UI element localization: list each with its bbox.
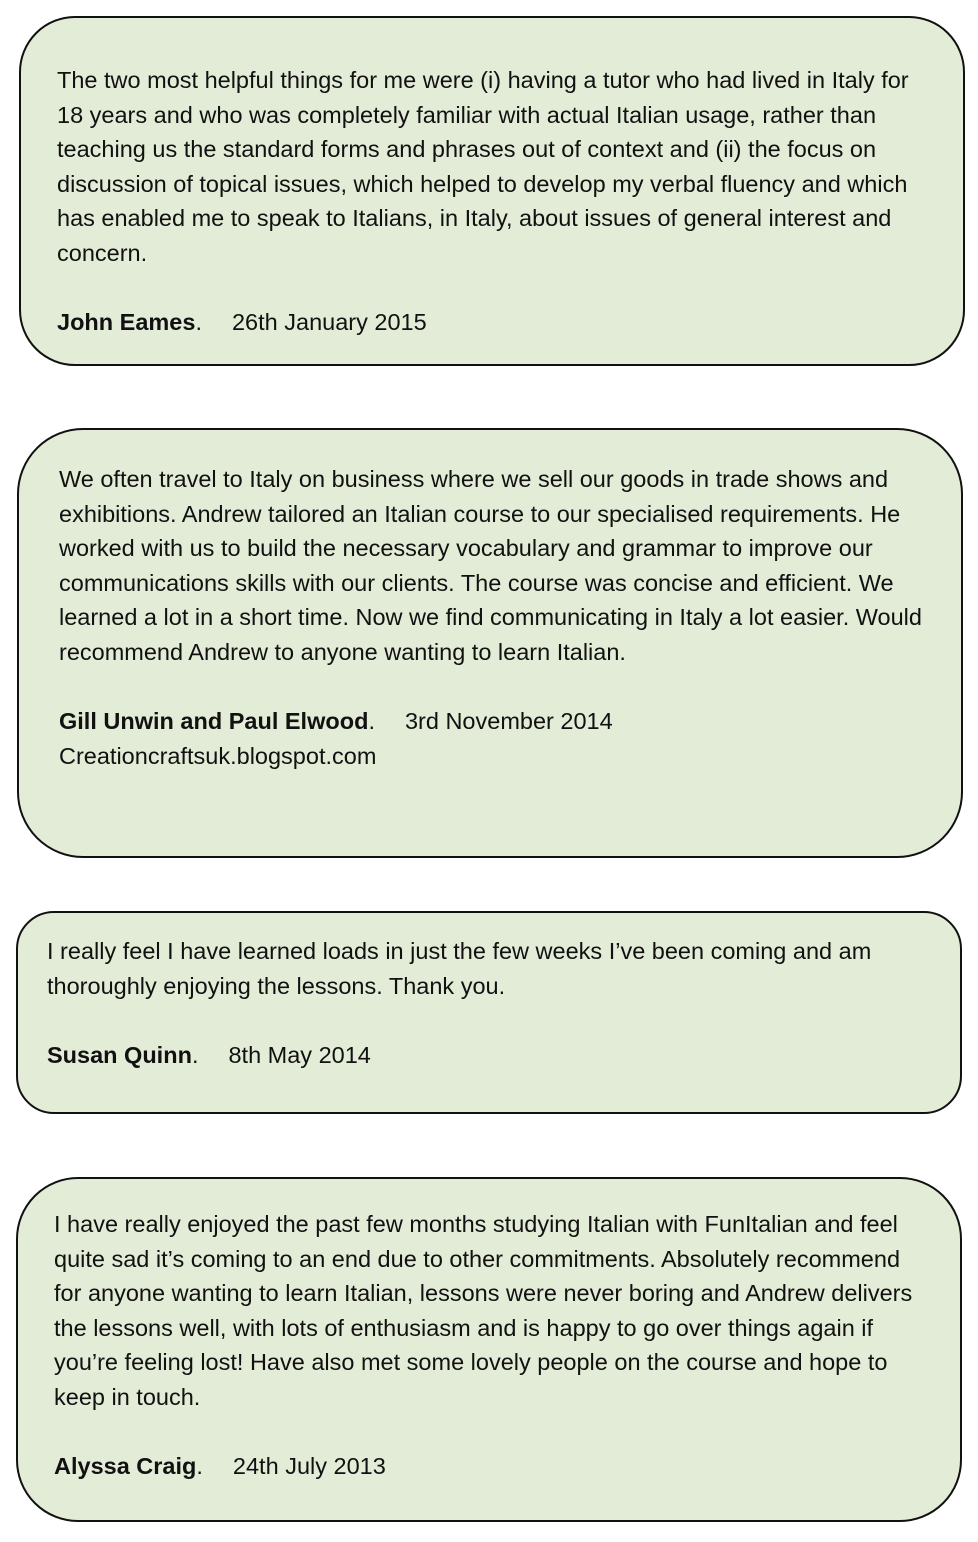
testimonial-card-gill-unwin-paul-elwood bbox=[17, 428, 963, 858]
testimonial-author: Gill Unwin and Paul Elwood bbox=[59, 708, 369, 735]
testimonial-author: John Eames bbox=[57, 309, 196, 336]
testimonial-date: 24th July 2013 bbox=[232, 1453, 386, 1480]
testimonial-text: I have really enjoyed the past few months studying Italian with FunItalian and feel quite sad it’s coming to an end due to other commitments. Absolutely recommend for anyone wanting to learn Italian, lessons were never boring and Andrew delivers the lessons well, with lots of enthusiasm and is happy to go over things again if you’re feeling lost! Have also met some lovely people on the course and hope to keep in touch. bbox=[54, 1211, 913, 1410]
testimonial-website: Creationcraftsuk.blogspot.com bbox=[59, 742, 377, 769]
testimonial-text: We often travel to Italy on business where we sell our goods in trade shows and exhibitions. Andrew tailored an Italian course to our specialised requirements. He worked with us to build the necessary vocabulary and grammar to improve our communications skills with our clients. The course was concise and efficient. We learned a lot in a short time. Now we find communicating in Italy a lot easier. Would recommend Andrew to anyone wanting to learn Italian. bbox=[59, 466, 922, 665]
testimonial-author: Alyssa Craig bbox=[54, 1453, 197, 1480]
testimonial-date: 3rd November 2014 bbox=[404, 708, 613, 735]
testimonial-signature: Susan Quinn. 8th May 2014 bbox=[47, 1041, 371, 1068]
testimonial-text: I really feel I have learned loads in just the few weeks I’ve been coming and am thoroughly enjoying the lessons. Thank you. bbox=[47, 938, 872, 999]
testimonial-text: The two most helpful things for me were (i) having a tutor who had lived in Italy for 18 years and who was completely familiar with actual Italian usage, rather than teaching us the standard forms and phrases out of context and (ii) the focus on discussion of topical issues, which helped to develop my verbal fluency and which has enabled me to speak to Italians, in Italy, about issues of general interest and concern. bbox=[57, 67, 909, 266]
testimonial-author: Susan Quinn bbox=[47, 1041, 192, 1068]
testimonial-signature: Alyssa Craig. 24th July 2013 bbox=[54, 1453, 386, 1480]
testimonial-card-susan-quinn bbox=[16, 911, 962, 1114]
testimonial-signature: John Eames. 26th January 2015 bbox=[57, 309, 427, 336]
testimonial-card-alyssa-craig bbox=[16, 1177, 962, 1522]
testimonial-date: 8th May 2014 bbox=[228, 1041, 371, 1068]
testimonial-date: 26th January 2015 bbox=[231, 309, 427, 336]
testimonial-card-john-eames bbox=[19, 16, 965, 366]
testimonial-signature: Gill Unwin and Paul Elwood. 3rd November 2014 bbox=[59, 708, 613, 735]
